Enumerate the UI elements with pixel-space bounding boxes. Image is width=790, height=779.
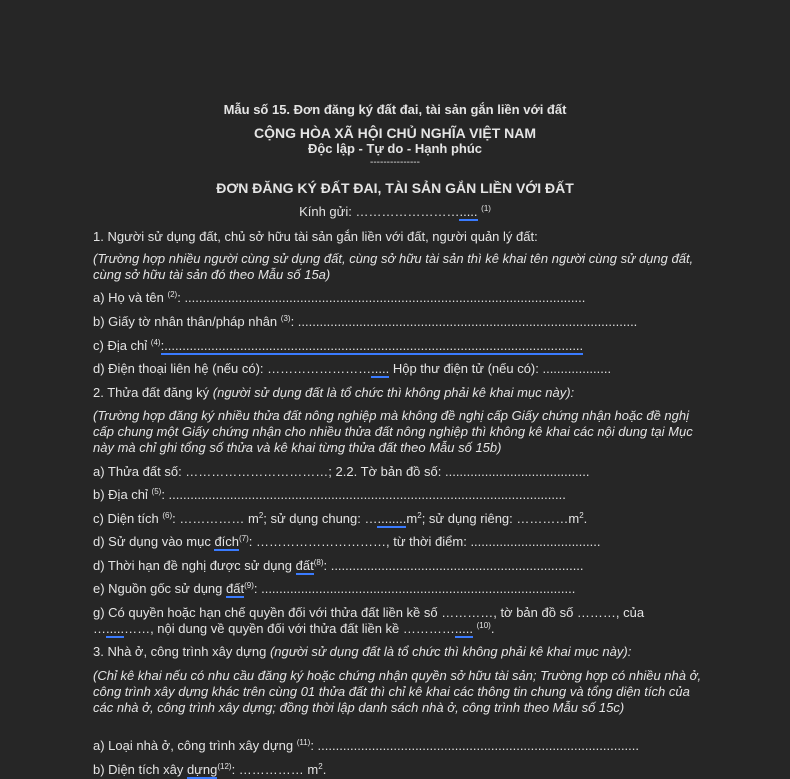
field-area[interactable]: c) Diện tích $^{(6)}$: …………… $m^2$; sử dụng chung: $\dots........m^2$; sử dụng riêng: $\dots\dots\dots\dots m^2$.: [93, 511, 588, 526]
field-building-area[interactable]: b) Diện tích xây dựng$^{(12)}$: …………… $m^2$.: [93, 762, 327, 777]
recipient-field[interactable]: .....: [459, 204, 478, 219]
field-land-use-term[interactable]: d) Thời hạn đề nghị được sử dụng đất$^{(8)}$: ......................................................................: [93, 558, 584, 573]
field-full-name[interactable]: a) Họ và tên $^{(2)}$: ...............................................................................................................: [93, 290, 586, 305]
recipient-label: Kính gửi: ……………………: [299, 204, 460, 219]
field-parcel-number[interactable]: a) Thửa đất số: ……………………………; 2.2. Tờ bản đồ số: ........................................: [93, 464, 590, 479]
section1-title: 1. Người sử dụng đất, chủ sở hữu tài sản gắn liền với đất, người quản lý đất:: [93, 229, 538, 244]
field-building-type[interactable]: a) Loại nhà ở, công trình xây dựng $^{(11)}$: .........................................................................................: [93, 738, 640, 753]
section1-note: (Trường hợp nhiều người cùng sử dụng đất, cùng sở hữu tài sản thì kê khai tên người cùng sử dụng đất, cùng sở hữu tài sản đó theo Mẫu số 15a): [93, 251, 694, 282]
field-land-origin[interactable]: e) Nguồn gốc sử dụng đất$^{(9)}$: .......................................................................................: [93, 581, 576, 596]
section2-title: 2. Thửa đất đăng ký (người sử dụng đất là tổ chức thì không phải kê khai mục này):: [93, 385, 575, 400]
divider: ---------------: [370, 157, 420, 168]
recipient-line: [0, 204, 790, 220]
field-land-use-purpose[interactable]: d) Sử dụng vào mục đích$^{(7)}$: …………………………, từ thời điểm: ....................................: [93, 534, 601, 549]
section3-note: (Chỉ kê khai nếu có nhu cầu đăng ký hoặc chứng nhận quyền sở hữu tài sản; Trường hợp có nhiều nhà ở, công trình xây dựng khác trên cùng 01 thửa đất thì chỉ kê khai các thông tin chung và tổng diện tích của các nhà ở, công trình xây dựng; đồng thời lập danh sách nhà ở, công trình theo Mẫu số 15c): [93, 668, 702, 715]
field-address[interactable]: c) Địa chỉ $^{(4)}$:....................................................................................................................: [93, 338, 584, 353]
footnote-ref: (1): [481, 204, 491, 213]
form-title: Mẫu số 15. Đơn đăng ký đất đai, tài sản gắn liền với đất: [223, 102, 567, 117]
document-title: ĐƠN ĐĂNG KÝ ĐẤT ĐAI, TÀI SẢN GẮN LIỀN VỚI ĐẤT: [216, 180, 574, 196]
nation-heading: CỘNG HÒA XÃ HỘI CHỦ NGHĨA VIỆT NAM: [253, 125, 537, 141]
section2-note: (Trường hợp đăng ký nhiều thửa đất nông nghiệp mà không đề nghị cấp Giấy chứng nhận hoặc đề nghị cấp chung một Giấy chứng nhận cho nhiều thửa đất nông nghiệp thì không kê khai các nội dung tại Mục này mà chỉ ghi tổng số thửa và kê khai từng thửa đất theo Mẫu số 15b): [93, 408, 693, 455]
field-adjacent-rights[interactable]: g) Có quyền hoặc hạn chế quyền đối với thửa đất liền kề số …………, tờ bản đồ số ………, của ….....……, nội dung về quyền đối với thửa đất liền kề …………..... $^{(10)}$.: [93, 605, 645, 636]
motto: Độc lập - Tự do - Hạnh phúc: [307, 141, 483, 156]
field-phone-email[interactable]: d) Điện thoại liên hệ (nếu có): ……………………..... Hộp thư điện tử (nếu có): ...................: [93, 361, 612, 376]
section3-title: 3. Nhà ở, công trình xây dựng (người sử dụng đất là tổ chức thì không phải kê khai mục này):: [93, 644, 632, 659]
field-parcel-address[interactable]: b) Địa chỉ $^{(5)}$: ..............................................................................................................: [93, 487, 566, 502]
field-identity-document[interactable]: b) Giấy tờ nhân thân/pháp nhân $^{(3)}$: ..............................................................................................: [93, 314, 638, 329]
